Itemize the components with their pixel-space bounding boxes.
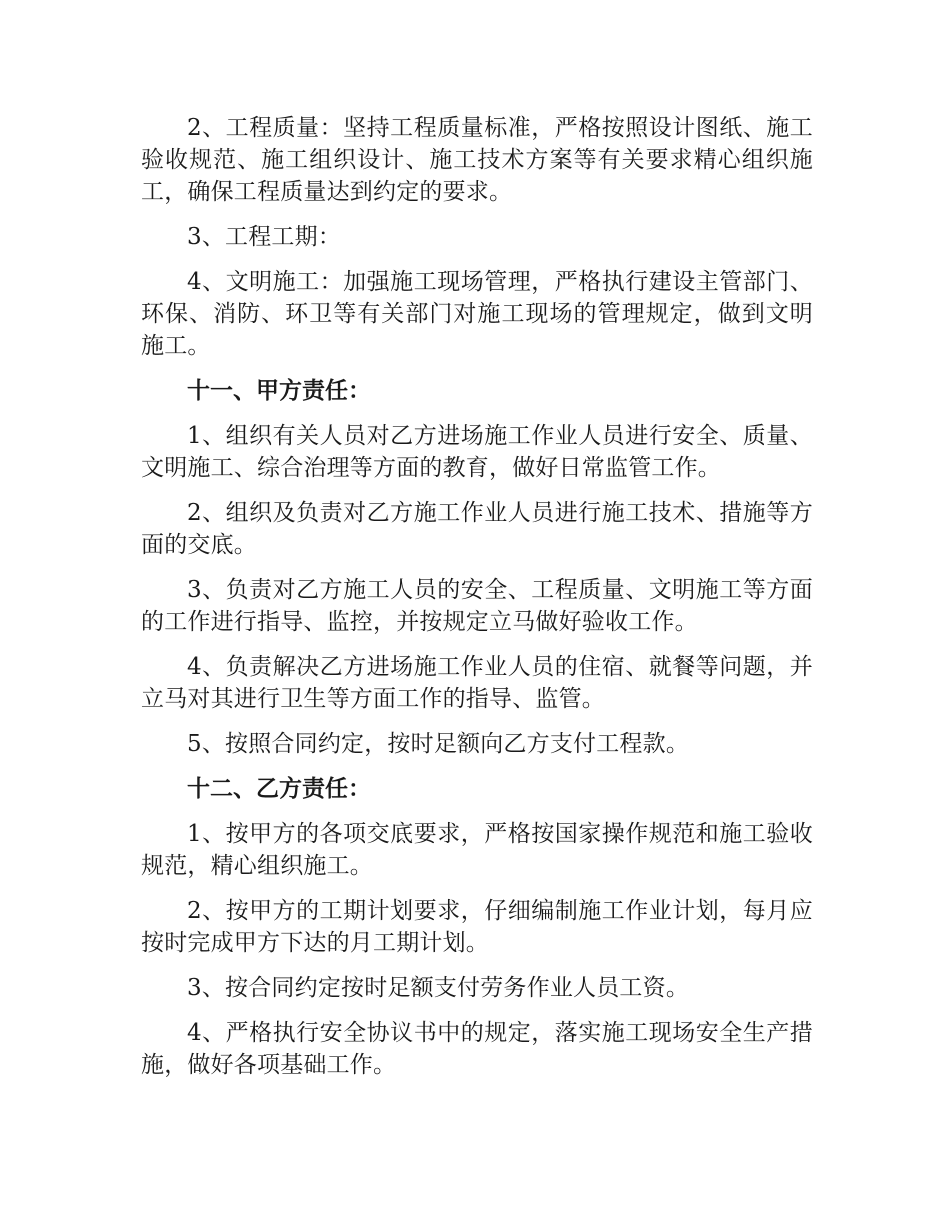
section-heading-party-a: 十一、甲方责任：: [187, 378, 371, 404]
paragraph-civilized-construction: 4、文明施工：加强施工现场管理，严格执行建设主管部门、环保、消防、环卫等有关部门对施工现场的管理规定，做到文明施工。: [141, 269, 813, 359]
document-page: [141, 112, 813, 1094]
paragraph-schedule: 3、工程工期：: [187, 224, 342, 250]
party-a-item-5: 5、按照合同约定，按时足额向乙方支付工程款。: [187, 731, 690, 757]
party-b-item-1: 1、按甲方的各项交底要求，严格按国家操作规范和施工验收规范，精心组织施工。: [141, 821, 813, 879]
paragraph-quality: 2、工程质量：坚持工程质量标准，严格按照设计图纸、施工验收规范、施工组织设计、施工技术方案等有关要求精心组织施工，确保工程质量达到约定的要求。: [141, 115, 813, 205]
party-a-item-3: 3、负责对乙方施工人员的安全、工程质量、文明施工等方面的工作进行指导、监控，并按规定立马做好验收工作。: [141, 577, 813, 635]
party-a-item-4: 4、负责解决乙方进场施工作业人员的住宿、就餐等问题，并立马对其进行卫生等方面工作的指导、监管。: [141, 654, 813, 712]
section-heading-party-b: 十二、乙方责任：: [187, 776, 371, 802]
party-b-item-3: 3、按合同约定按时足额支付劳务作业人员工资。: [187, 975, 690, 1001]
party-b-item-4: 4、严格执行安全协议书中的规定，落实施工现场安全生产措施，做好各项基础工作。: [141, 1020, 813, 1078]
party-a-item-2: 2、组织及负责对乙方施工作业人员进行施工技术、措施等方面的交底。: [141, 500, 813, 558]
party-a-item-1: 1、组织有关人员对乙方进场施工作业人员进行安全、质量、文明施工、综合治理等方面的教育，做好日常监管工作。: [141, 423, 813, 481]
party-b-item-2: 2、按甲方的工期计划要求，仔细编制施工作业计划，每月应按时完成甲方下达的月工期计划。: [141, 898, 813, 956]
